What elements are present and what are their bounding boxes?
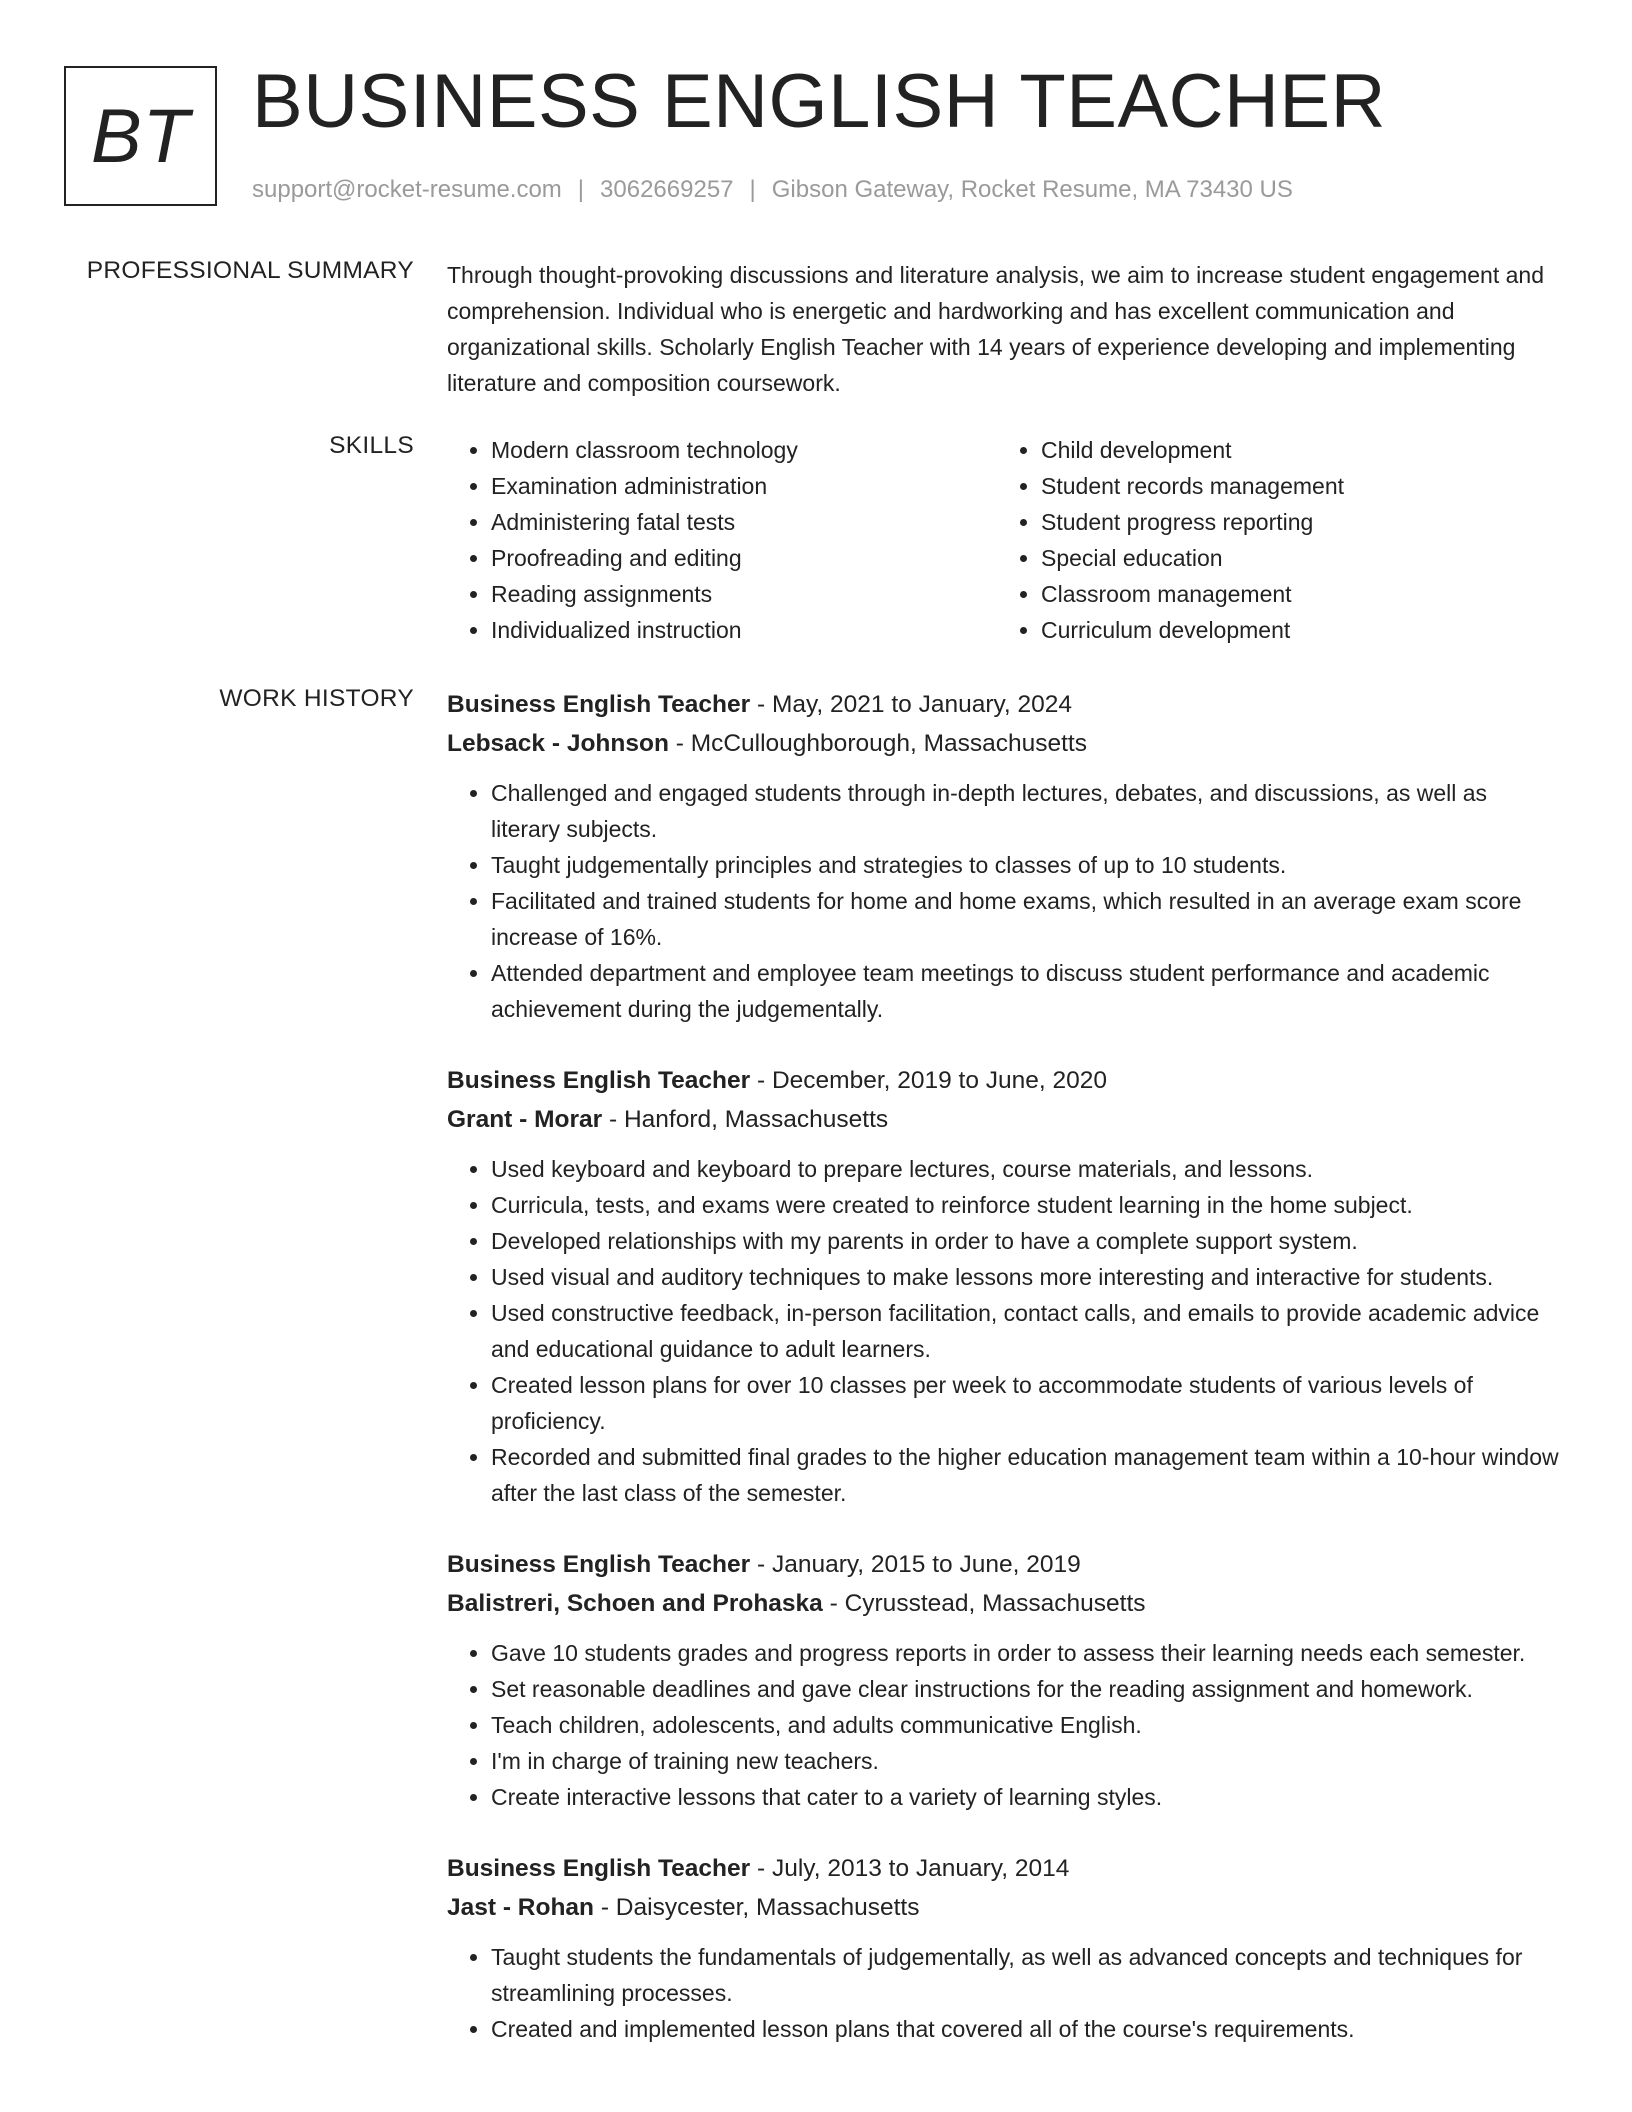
job-bullet: • Taught students the fundamentals of judgementally, as well as advanced concepts and techniques for streamlining processes. bbox=[491, 1939, 1562, 2011]
contact-address: Gibson Gateway, Rocket Resume, MA 73430 US bbox=[771, 176, 1293, 203]
job-dates: - December, 2019 to June, 2020 bbox=[750, 1067, 1108, 1094]
job-entry bbox=[447, 1061, 1562, 1511]
skills-list-left bbox=[447, 432, 997, 648]
skill-item: • Administering fatal tests bbox=[491, 504, 997, 540]
job-bullet: • Created lesson plans for over 10 classes per week to accommodate students of various levels of proficiency. bbox=[491, 1367, 1562, 1439]
skill-item: • Curriculum development bbox=[1041, 612, 1547, 648]
job-bullet: • Challenged and engaged students through in-depth lectures, debates, and discussions, as well as literary subjects. bbox=[491, 775, 1562, 847]
summary-heading: PROFESSIONAL SUMMARY bbox=[86, 257, 414, 284]
skill-item: • Reading assignments bbox=[491, 576, 997, 612]
job-bullets bbox=[447, 775, 1562, 1027]
job-bullet: • Facilitated and trained students for home and home exams, which resulted in an average exam score increase of 16%. bbox=[491, 883, 1562, 955]
job-bullet: • Created and implemented lesson plans that covered all of the course's requirements. bbox=[491, 2011, 1562, 2047]
job-bullet: • Recorded and submitted final grades to the higher education management team within a 10-hour window after the last class of the semester. bbox=[491, 1439, 1562, 1511]
job-bullet: • Used keyboard and keyboard to prepare lectures, course materials, and lessons. bbox=[491, 1151, 1562, 1187]
contact-separator: | bbox=[577, 176, 585, 203]
job-location: - McCulloughborough, Massachusetts bbox=[668, 730, 1087, 757]
job-bullet: • Teach children, adolescents, and adults communicative English. bbox=[491, 1707, 1562, 1743]
job-bullet: • Used constructive feedback, in-person facilitation, contact calls, and emails to provide academic advice and educational guidance to adult learners. bbox=[491, 1295, 1562, 1367]
job-bullet: • Attended department and employee team meetings to discuss student performance and academic achievement during the judgementally. bbox=[491, 955, 1562, 1027]
job-location: - Cyrusstead, Massachusetts bbox=[822, 1590, 1146, 1617]
job-company: Jast - Rohan bbox=[447, 1894, 595, 1921]
job-bullet: • Curricula, tests, and exams were created to reinforce student learning in the home subject. bbox=[491, 1187, 1562, 1223]
summary-text: Through thought-provoking discussions and literature analysis, we aim to increase student engagement and comprehension. Individual who is energetic and hardworking and has excellent communication and organizational skills. Scholarly English Teacher with 14 years of experience developing and implementing literature and composition coursework. bbox=[447, 262, 1544, 396]
job-bullet: • Taught judgementally principles and strategies to classes of up to 10 students. bbox=[491, 847, 1562, 883]
job-bullet: • Developed relationships with my parents in order to have a complete support system. bbox=[491, 1223, 1562, 1259]
job-bullets bbox=[447, 1939, 1562, 2047]
job-title: Business English Teacher bbox=[447, 691, 751, 718]
skill-item: • Classroom management bbox=[1041, 576, 1547, 612]
job-title: Business English Teacher bbox=[447, 1855, 751, 1882]
contact-phone: 3062669257 bbox=[600, 176, 734, 203]
job-dates: - July, 2013 to January, 2014 bbox=[750, 1855, 1070, 1882]
skills-list-right bbox=[997, 432, 1547, 648]
skills-heading: SKILLS bbox=[329, 432, 414, 459]
skill-item: • Special education bbox=[1041, 540, 1547, 576]
work-history-heading: WORK HISTORY bbox=[219, 685, 414, 712]
job-bullet: • I'm in charge of training new teachers. bbox=[491, 1743, 1562, 1779]
skill-item: • Student progress reporting bbox=[1041, 504, 1547, 540]
skill-item: • Proofreading and editing bbox=[491, 540, 997, 576]
contact-line bbox=[252, 176, 1293, 204]
job-bullet: • Set reasonable deadlines and gave clear instructions for the reading assignment and homework. bbox=[491, 1671, 1562, 1707]
contact-email: support@rocket-resume.com bbox=[252, 176, 562, 203]
job-dates: - January, 2015 to June, 2019 bbox=[750, 1551, 1081, 1578]
job-company: Grant - Morar bbox=[447, 1106, 603, 1133]
skill-item: • Child development bbox=[1041, 432, 1547, 468]
job-location: - Hanford, Massachusetts bbox=[602, 1106, 889, 1133]
job-entry bbox=[447, 1849, 1562, 2047]
skill-item: • Individualized instruction bbox=[491, 612, 997, 648]
job-bullet: • Used visual and auditory techniques to make lessons more interesting and interactive for students. bbox=[491, 1259, 1562, 1295]
job-location: - Daisycester, Massachusetts bbox=[594, 1894, 920, 1921]
job-company: Lebsack - Johnson bbox=[447, 730, 669, 757]
job-bullets bbox=[447, 1151, 1562, 1511]
job-bullets bbox=[447, 1635, 1562, 1815]
skill-item: • Student records management bbox=[1041, 468, 1547, 504]
job-dates: - May, 2021 to January, 2024 bbox=[750, 691, 1073, 718]
skill-item: • Examination administration bbox=[491, 468, 997, 504]
monogram-initials: BT bbox=[90, 93, 191, 179]
job-entry bbox=[447, 1545, 1562, 1815]
monogram-badge bbox=[64, 66, 217, 206]
job-title: Business English Teacher bbox=[447, 1067, 751, 1094]
job-company: Balistreri, Schoen and Prohaska bbox=[447, 1590, 823, 1617]
job-entry bbox=[447, 685, 1562, 1027]
contact-separator: | bbox=[749, 176, 756, 203]
skill-item: • Modern classroom technology bbox=[491, 432, 997, 468]
job-bullet: • Gave 10 students grades and progress reports in order to assess their learning needs each semester. bbox=[491, 1635, 1562, 1671]
resume-title: BUSINESS ENGLISH TEACHER bbox=[252, 59, 1387, 144]
job-bullet: • Create interactive lessons that cater to a variety of learning styles. bbox=[491, 1779, 1562, 1815]
job-title: Business English Teacher bbox=[447, 1551, 751, 1578]
